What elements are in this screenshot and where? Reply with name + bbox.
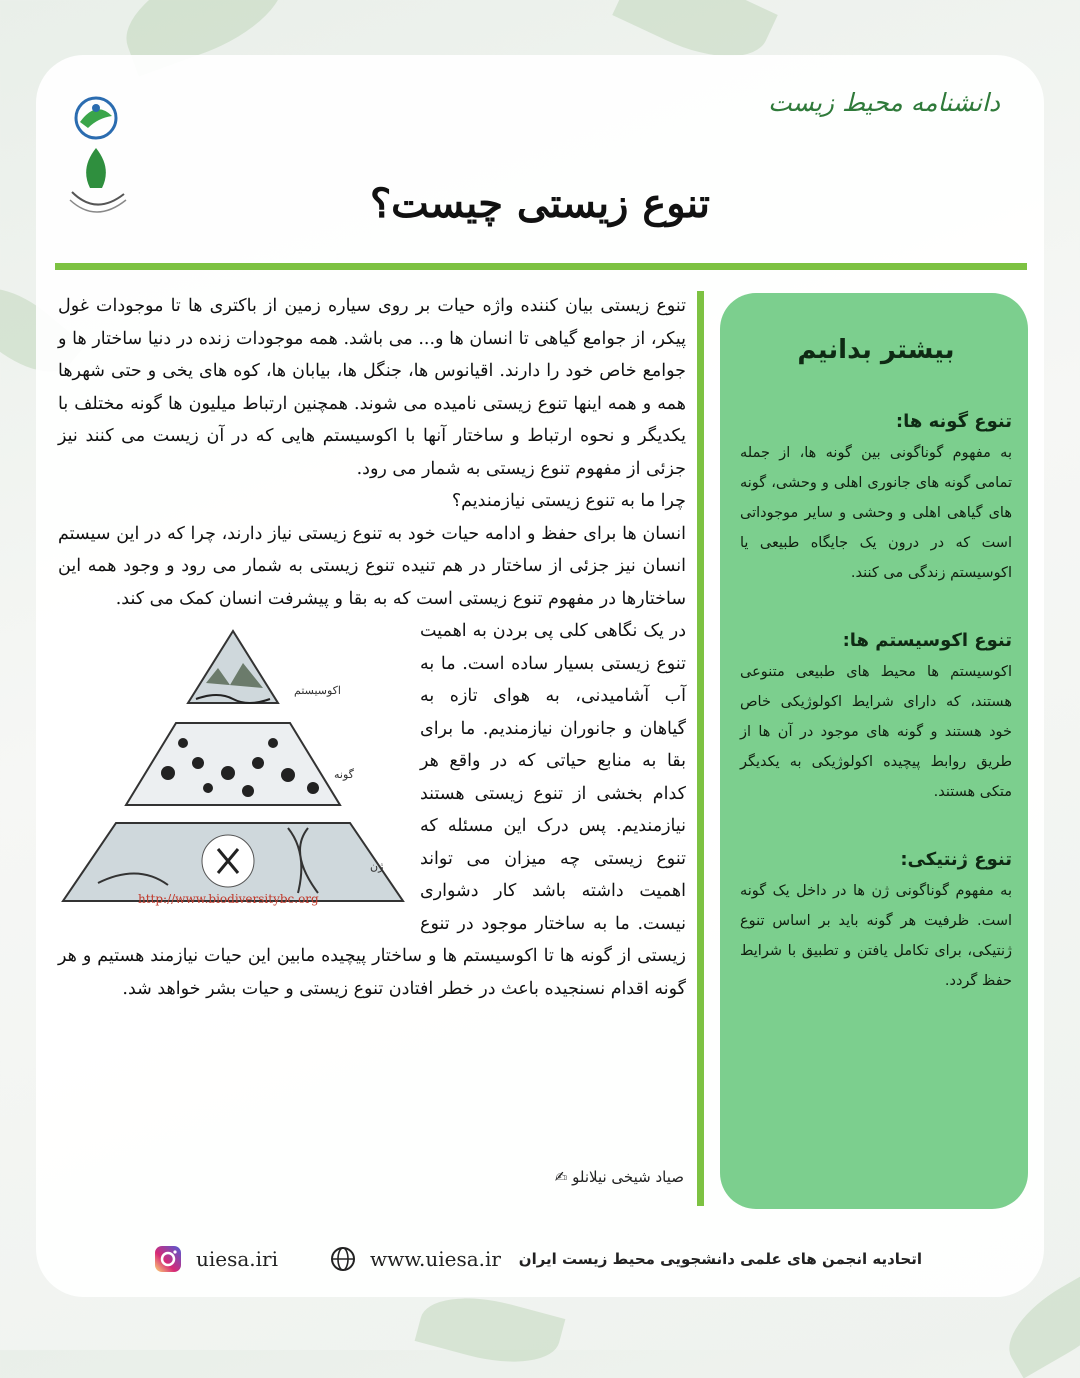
background-leaf (415, 1283, 566, 1377)
biodiversity-pyramid-figure (58, 623, 408, 923)
pen-icon: ✍ (554, 1168, 568, 1186)
sidebar-text: به مفهوم گوناگونی بین گونه ها، از جمله تمامی گونه های جانوری اهلی و وحشی، گونه های گیاهی اهلی و وحشی و سایر موجوداتی است که در درون یک جایگاه طبیعی یا اکوسیستم زندگی می کنند. (740, 445, 1012, 581)
page-title: تنوع زیستی چیست؟ (369, 180, 711, 227)
article-paragraph: در یک نگاهی کلی پی بردن به اهمیت تنوع زیستی بسیار ساده است. ما به آب آشامیدنی، به هوای تازه به گیاهان و جانوران نیازمندیم. ما برای بقا به منابع حیاتی که در واقع هر کدام بخشی از تنوع زیستی هستند نیازمندیم. پس درک این مسئله که تنوع زیستی چه میزان می تواند اهمیت داشته باشد کار دشواری نیست. ما به ساختار موجود در تنوع زیستی از گونه ها تا اکوسیستم ها و ساختار پیچیده مابین این حیات نیازمند هستیم و هر گونه اقدام نسنجیده باعث در خطر افتادن تنوع زیستی و حیات بشر خواهد شد. (58, 621, 686, 999)
brand-title: دانشنامه محیط زیست (768, 88, 1000, 117)
instagram-handle[interactable]: uiesa.iri (196, 1247, 279, 1271)
article-paragraph: انسان ها برای حفظ و ادامه حیات خود به تنوع زیستی نیاز دارند، چرا که در این سیستم انسان نیز جزئی از ساختار در هم تنیده تنوع زیستی به شمار می رود و وجود همه این ساختارها در مفهوم تنوع زیستی است که به بقا و پیشرفت انسان کمک می کند. (58, 523, 686, 609)
article-body (58, 290, 686, 1005)
footer-instagram[interactable] (154, 1242, 278, 1276)
instagram-icon (154, 1245, 182, 1273)
article-paragraph: تنوع زیستی بیان کننده واژه حیات بر روی سیاره زمین از باکتری ها تا موجودات غول پیکر، از جوامع گیاهی تا انسان ها و... می باشد. همه موجودات زنده در دنیا ساختار ها و جوامع خاص خود را دارند. اقیانوس ها، جنگل ها، بیابان ها، کوه های یخی و حتی شهرها همه و همه اینها تنوع زیستی نامیده می شوند. همچنین ارتباط میلیون ها گونه مختلف با یکدیگر و نحوه ارتباط و ساختار آنها با اکوسیستم هایی که در آن زیست می کنند نیز جزئی از مفهوم تنوع زیستی به شمار می رود. (58, 296, 686, 479)
pyramid-label-species: گونه (334, 768, 354, 781)
article-question: چرا ما به تنوع زیستی نیازمندیم؟ (451, 491, 686, 511)
sidebar-heading: تنوع اکوسیستم ها: (842, 630, 1012, 651)
sidebar-title: بیشتر بدانیم (797, 335, 955, 365)
title-divider (55, 263, 1027, 270)
did-you-know-sidebar (720, 293, 1028, 1209)
column-divider (697, 291, 704, 1206)
author-name: صیاد شیخی نیلانلو (572, 1168, 684, 1186)
footer-website[interactable] (330, 1242, 501, 1276)
pyramid-illustration (58, 623, 408, 923)
pyramid-label-gene: ژن (370, 860, 384, 873)
sidebar-text: به مفهوم گوناگونی ژن ها در داخل یک گونه است. ظرفیت هر گونه باید بر اساس تنوع ژنتیکی، برای تکامل یافتن و تطبیق با شرایط حفظ گردد. (740, 883, 1012, 989)
globe-icon (330, 1246, 356, 1272)
footer-union-name: اتحادیه انجمن های علمی دانشجویی محیط زیست ایران (518, 1250, 922, 1268)
sidebar-text: اکوسیستم ها محیط های طبیعی متنوعی هستند، که دارای شرایط اکولوژیکی خاص خود هستند و گونه های موجود در آن ها از طریق روابط پیچیده اکولوژیکی به یکدیگر متکی هستند. (740, 664, 1012, 800)
website-link[interactable]: www.uiesa.ir (370, 1247, 501, 1271)
author-credit (540, 1168, 684, 1186)
pyramid-label-ecosystem: اکوسیستم (294, 684, 341, 697)
figure-source-url[interactable]: http://www.biodiversitybc.org (138, 891, 319, 906)
sidebar-heading: تنوع ژنتیکی: (900, 849, 1012, 870)
sidebar-heading: تنوع گونه ها: (895, 411, 1012, 432)
